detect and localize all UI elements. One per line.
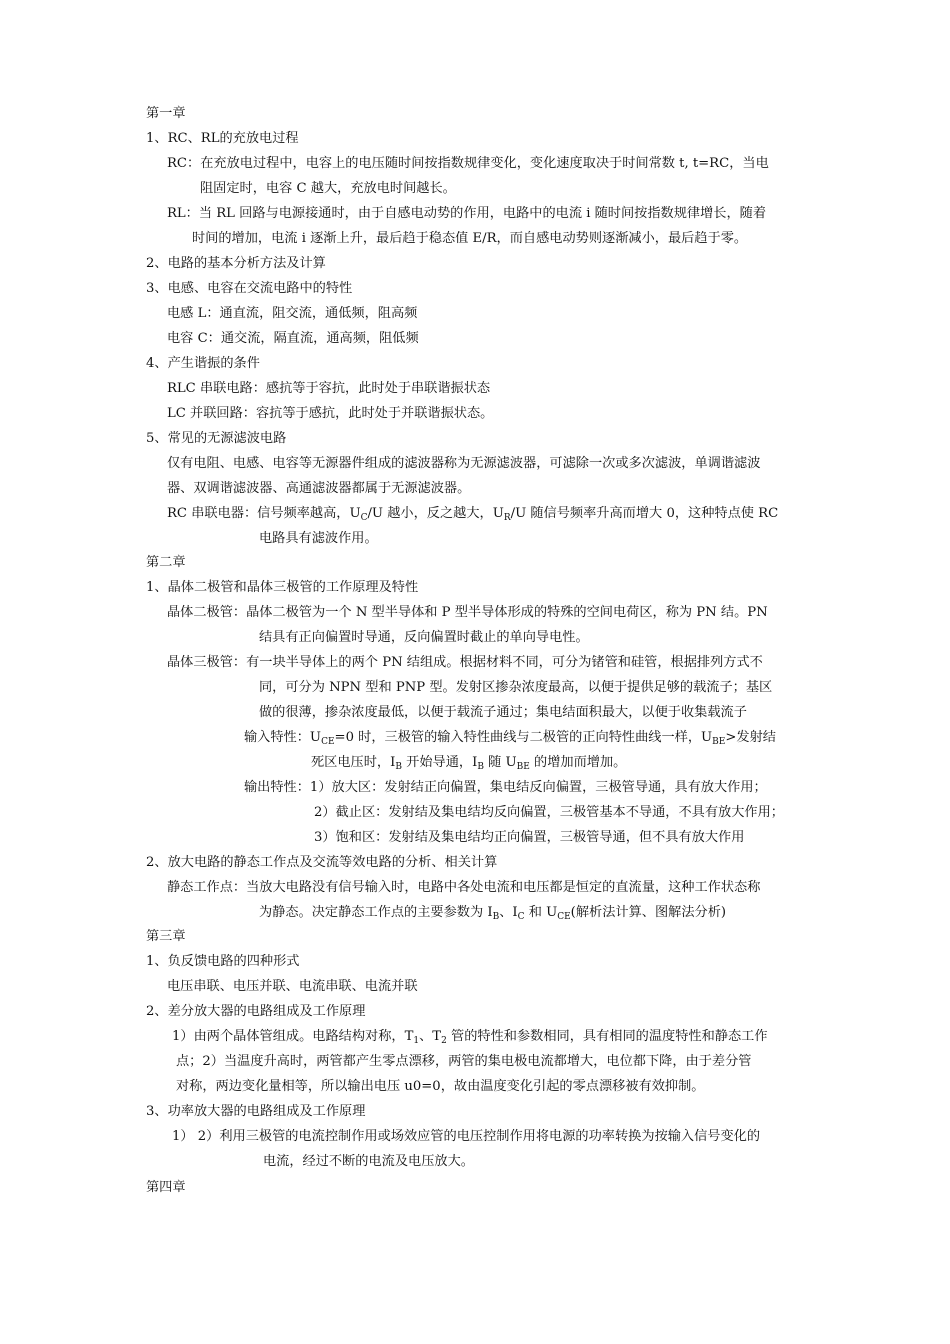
ch1-section-1: 1、RC、RL的充放电过程 bbox=[146, 131, 299, 146]
chapter-4-title: 第四章 bbox=[146, 1180, 186, 1195]
ch2-transistor-line-2: 同，可分为 NPN 型和 PNP 型。发射区掺杂浓度最高，以便于提供足够的载流子；基区 bbox=[259, 680, 773, 695]
ch2-diode-line-1: 晶体二极管：晶体二极管为一个 N 型半导体和 P 型半导体形成的特殊的空间电荷区，称为 PN 结。PN bbox=[167, 605, 768, 620]
ch2-input-char-line-1: 输入特性：$U_{CE}=0$ 时，三极管的输入特性曲线与二极管的正向特性曲线一样，$U_{BE}>$发射结 bbox=[244, 730, 776, 747]
ch2-qpoint-line-1: 静态工作点：当放大电路没有信号输入时，电路中各处电流和电压都是恒定的直流量，这种工作状态称 bbox=[167, 880, 761, 895]
ch2-output-char-line-2: 2）截止区：发射结及集电结均反向偏置，三极管基本不导通，不具有放大作用； bbox=[314, 805, 784, 820]
ch3-section-1: 1、负反馈电路的四种形式 bbox=[146, 954, 300, 969]
ch1-lc-line: LC 并联回路：容抗等于感抗，此时处于并联谐振状态。 bbox=[167, 406, 494, 421]
chapter-3-title: 第三章 bbox=[146, 929, 186, 944]
ch3-section-3: 3、功率放大器的电路组成及工作原理 bbox=[146, 1104, 366, 1119]
ch3-feedback-line: 电压串联、电压并联、电流串联、电流并联 bbox=[167, 979, 418, 994]
ch1-rlc-line: RLC 串联电路：感抗等于容抗，此时处于串联谐振状态 bbox=[167, 381, 491, 396]
ch1-section-5: 5、常见的无源滤波电路 bbox=[146, 431, 287, 446]
ch1-rc-series-line-1: RC 串联电器：信号频率越高，$U_C/U$ 越小，反之越大，$U_R/U$ 随信号频率升高而增大 0，这种特点使 RC bbox=[167, 506, 779, 523]
ch1-rl-line-1: RL：当 RL 回路与电源接通时，由于自感电动势的作用，电路中的电流 i 随时间按指数规律增长，随着 bbox=[167, 206, 767, 221]
ch3-diff-amp-line-3: 对称，两边变化量相等，所以输出电压 u0=0，故由温度变化引起的零点漂移被有效抑制。 bbox=[176, 1079, 705, 1094]
ch1-inductor-line: 电感 L：通直流，阻交流，通低频，阻高频 bbox=[167, 306, 418, 321]
ch1-filter-line-1: 仅有电阻、电感、电容等无源器件组成的滤波器称为无源滤波器，可滤除一次或多次滤波，单调谐滤波 bbox=[167, 456, 761, 471]
ch1-rl-line-2: 时间的增加，电流 i 逐渐上升，最后趋于稳态值 E/R，而自感电动势则逐渐减小，最后趋于零。 bbox=[192, 231, 748, 246]
ch2-transistor-line-3: 做的很薄，掺杂浓度最低，以便于载流子通过；集电结面积最大，以便于收集载流子 bbox=[259, 705, 747, 720]
ch2-input-char-line-2: 死区电压时，$I_B$ 开始导通，$I_B$ 随 $U_{BE}$ 的增加而增加。 bbox=[311, 755, 627, 772]
ch1-capacitor-line: 电容 C：通交流，隔直流，通高频，阻低频 bbox=[167, 331, 419, 346]
ch2-section-1: 1、晶体二极管和晶体三极管的工作原理及特性 bbox=[146, 580, 419, 595]
ch1-section-4: 4、产生谐振的条件 bbox=[146, 356, 260, 371]
ch3-diff-amp-line-2: 点；2）当温度升高时，两管都产生零点漂移，两管的集电极电流都增大，电位都下降，由于差分管 bbox=[176, 1054, 752, 1069]
chapter-1-title: 第一章 bbox=[146, 106, 186, 121]
ch1-rc-line-2: 阻固定时，电容 C 越大，充放电时间越长。 bbox=[200, 181, 456, 196]
ch1-rc-series-line-2: 电路具有滤波作用。 bbox=[259, 531, 378, 546]
ch3-section-2: 2、差分放大器的电路组成及工作原理 bbox=[146, 1004, 366, 1019]
ch1-section-3: 3、电感、电容在交流电路中的特性 bbox=[146, 281, 353, 296]
ch2-output-char-line-1: 输出特性：1）放大区：发射结正向偏置，集电结反向偏置，三极管导通，具有放大作用； bbox=[244, 780, 767, 795]
ch2-qpoint-line-2: 为静态。决定静态工作点的主要参数为 $I_B$、$I_C$ 和 $U_{CE}$(解析法计算、图解法分析) bbox=[259, 905, 727, 922]
ch3-power-amp-line-1: 1） 2）利用三极管的电流控制作用或场效应管的电压控制作用将电源的功率转换为按输入信号变化的 bbox=[172, 1129, 761, 1144]
chapter-2-title: 第二章 bbox=[146, 555, 186, 570]
ch2-transistor-line-1: 晶体三极管：有一块半导体上的两个 PN 结组成。根据材料不同，可分为锗管和硅管，根据排列方式不 bbox=[167, 655, 763, 670]
ch1-filter-line-2: 器、双调谐滤波器、高通滤波器都属于无源滤波器。 bbox=[167, 481, 471, 496]
ch2-output-char-line-3: 3）饱和区：发射结及集电结均正向偏置，三极管导通，但不具有放大作用 bbox=[314, 830, 745, 845]
ch2-diode-line-2: 结具有正向偏置时导通，反向偏置时截止的单向导电性。 bbox=[259, 630, 589, 645]
ch1-section-2: 2、电路的基本分析方法及计算 bbox=[146, 256, 326, 271]
ch3-diff-amp-line-1: 1）由两个晶体管组成。电路结构对称，$T_1$、$T_2$ 管的特性和参数相同，具有相同的温度特性和静态工作 bbox=[172, 1029, 768, 1046]
ch3-power-amp-line-2: 电流，经过不断的电流及电压放大。 bbox=[263, 1154, 474, 1169]
ch2-section-2: 2、放大电路的静态工作点及交流等效电路的分析、相关计算 bbox=[146, 855, 498, 870]
ch1-rc-line-1: RC：在充放电过程中，电容上的电压随时间按指数规律变化，变化速度取决于时间常数 t, t=RC，当电 bbox=[167, 156, 769, 171]
